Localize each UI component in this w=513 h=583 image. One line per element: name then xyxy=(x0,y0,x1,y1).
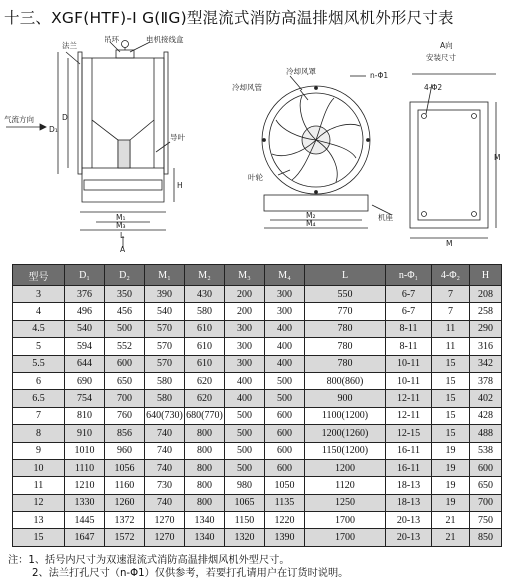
table-row xyxy=(13,355,502,372)
header-cell: 型号 xyxy=(13,265,65,286)
table-cell: 1220 xyxy=(265,512,305,529)
table-cell: 500 xyxy=(225,425,265,442)
table-cell: 15 xyxy=(432,372,470,389)
table-cell: 390 xyxy=(145,286,185,303)
header-cell: n-Φ₁ xyxy=(386,265,432,286)
base-label: 机座 xyxy=(378,213,393,222)
table-cell: 500 xyxy=(225,407,265,424)
table-row xyxy=(13,286,502,303)
table-cell: 400 xyxy=(225,372,265,389)
table-cell: 1445 xyxy=(65,512,105,529)
table-cell: 456 xyxy=(105,303,145,320)
table-cell: 620 xyxy=(185,372,225,389)
table-cell: 1160 xyxy=(105,477,145,494)
table-cell: 1390 xyxy=(265,529,305,546)
table-cell: 754 xyxy=(65,390,105,407)
header-cell: 4-Φ₂ xyxy=(432,265,470,286)
a-view xyxy=(410,74,496,238)
table-cell: 402 xyxy=(470,390,502,407)
table-cell: 1700 xyxy=(305,529,386,546)
table-cell: 1320 xyxy=(225,529,265,546)
table-cell: 208 xyxy=(470,286,502,303)
header-cell: D₂ xyxy=(105,265,145,286)
table-cell: 1572 xyxy=(105,529,145,546)
table-cell: 1200 xyxy=(305,459,386,476)
header-cell: M₄ xyxy=(265,265,305,286)
table-cell: 1056 xyxy=(105,459,145,476)
table-cell: 20-13 xyxy=(386,529,432,546)
table-cell: 1260 xyxy=(105,494,145,511)
table-cell: 400 xyxy=(225,390,265,407)
table-cell: 496 xyxy=(65,303,105,320)
table-cell: 1340 xyxy=(185,512,225,529)
page-title: 十三、XGF(HTF)-Ⅰ G(ⅡG)型混流式消防高温排烟风机外形尺寸表 xyxy=(4,9,454,27)
table-cell: 500 xyxy=(225,442,265,459)
table-cell: 6 xyxy=(13,372,65,389)
table-cell: 740 xyxy=(145,442,185,459)
table-cell: 21 xyxy=(432,529,470,546)
table-cell: 600 xyxy=(265,407,305,424)
table-cell: 594 xyxy=(65,338,105,355)
a-arrow-label: A xyxy=(120,245,126,254)
install-label: 安装尺寸 xyxy=(426,53,456,62)
table-cell: 7 xyxy=(432,303,470,320)
airflow-label: 气流方向 xyxy=(4,115,34,124)
table-row xyxy=(13,459,502,476)
table-cell: 856 xyxy=(105,425,145,442)
table-cell: 600 xyxy=(470,459,502,476)
d1-label: D₁ xyxy=(49,125,58,134)
table-cell: 18-13 xyxy=(386,477,432,494)
table-cell: 1270 xyxy=(145,529,185,546)
table-cell: 850 xyxy=(470,529,502,546)
m-vertical-label: M xyxy=(494,153,501,162)
table-cell: 3 xyxy=(13,286,65,303)
table-cell: 600 xyxy=(105,355,145,372)
table-cell: 1647 xyxy=(65,529,105,546)
table-row xyxy=(13,477,502,494)
table-cell: 19 xyxy=(432,494,470,511)
table-header-row xyxy=(13,265,502,286)
table-cell: 740 xyxy=(145,459,185,476)
table-cell: 300 xyxy=(265,286,305,303)
table-cell: 8 xyxy=(13,425,65,442)
side-view xyxy=(6,41,174,249)
table-cell: 16-11 xyxy=(386,459,432,476)
m-horizontal-label: M xyxy=(446,239,453,248)
table-cell: 500 xyxy=(225,459,265,476)
table-cell: 12-15 xyxy=(386,425,432,442)
table-cell: 800 xyxy=(185,494,225,511)
table-cell: 1050 xyxy=(265,477,305,494)
table-cell: 570 xyxy=(145,338,185,355)
table-cell: 376 xyxy=(65,286,105,303)
table-cell: 15 xyxy=(432,355,470,372)
front-base xyxy=(264,195,368,211)
table-cell: 16-11 xyxy=(386,442,432,459)
table-cell: 540 xyxy=(65,320,105,337)
table-cell: 12 xyxy=(13,494,65,511)
table-cell: 10-11 xyxy=(386,355,432,372)
table-cell: 980 xyxy=(225,477,265,494)
table-cell: 20-13 xyxy=(386,512,432,529)
table-cell: 10 xyxy=(13,459,65,476)
table-cell: 780 xyxy=(305,338,386,355)
table-cell: 15 xyxy=(432,407,470,424)
table-row xyxy=(13,390,502,407)
table-cell: 4.5 xyxy=(13,320,65,337)
table-cell: 342 xyxy=(470,355,502,372)
fan-outline-drawing xyxy=(0,30,513,256)
front-view xyxy=(262,76,392,228)
4-phi2-label: 4-Φ2 xyxy=(424,83,443,92)
m2-label: M₂ xyxy=(306,211,316,220)
l-label: L xyxy=(120,231,125,240)
table-cell: 5.5 xyxy=(13,355,65,372)
header-cell: D₁ xyxy=(65,265,105,286)
table-cell: 12-11 xyxy=(386,407,432,424)
table-cell: 650 xyxy=(105,372,145,389)
m3-label: M₃ xyxy=(116,221,126,230)
table-cell: 610 xyxy=(185,320,225,337)
table-cell: 430 xyxy=(185,286,225,303)
table-cell: 680(770) xyxy=(185,407,225,424)
table-row xyxy=(13,303,502,320)
table-cell: 690 xyxy=(65,372,105,389)
dimension-table xyxy=(12,264,502,547)
table-cell: 580 xyxy=(145,390,185,407)
table-cell: 780 xyxy=(305,320,386,337)
table-cell: 610 xyxy=(185,338,225,355)
table-cell: 400 xyxy=(265,320,305,337)
cooling-cover-label: 冷却风罩 xyxy=(286,67,316,76)
table-cell: 15 xyxy=(432,390,470,407)
table-cell: 400 xyxy=(265,355,305,372)
table-cell: 4 xyxy=(13,303,65,320)
table-cell: 19 xyxy=(432,459,470,476)
table-cell: 8-11 xyxy=(386,320,432,337)
table-cell: 600 xyxy=(265,459,305,476)
motor-box-label: 电机接线盒 xyxy=(146,35,184,44)
table-cell: 300 xyxy=(265,303,305,320)
table-row xyxy=(13,425,502,442)
table-cell: 1700 xyxy=(305,512,386,529)
table-cell: 538 xyxy=(470,442,502,459)
table-cell: 620 xyxy=(185,390,225,407)
table-cell: 13 xyxy=(13,512,65,529)
table-row xyxy=(13,320,502,337)
table-cell: 488 xyxy=(470,425,502,442)
table-cell: 600 xyxy=(265,425,305,442)
table-row xyxy=(13,372,502,389)
table-cell: 18-13 xyxy=(386,494,432,511)
impeller-label: 叶轮 xyxy=(248,173,263,182)
table-cell: 10-11 xyxy=(386,372,432,389)
table-cell: 800 xyxy=(185,442,225,459)
table-cell: 1065 xyxy=(225,494,265,511)
table-cell: 300 xyxy=(225,338,265,355)
table-cell: 5 xyxy=(13,338,65,355)
table-cell: 800(860) xyxy=(305,372,386,389)
table-cell: 1010 xyxy=(65,442,105,459)
table-cell: 640(730) xyxy=(145,407,185,424)
table-cell: 1270 xyxy=(145,512,185,529)
table-cell: 700 xyxy=(470,494,502,511)
table-cell: 1340 xyxy=(185,529,225,546)
table-cell: 12-11 xyxy=(386,390,432,407)
table-cell: 19 xyxy=(432,477,470,494)
table-row xyxy=(13,407,502,424)
table-cell: 800 xyxy=(185,459,225,476)
table-cell: 300 xyxy=(225,355,265,372)
table-row xyxy=(13,442,502,459)
a-view-label: A向 xyxy=(440,41,453,50)
table-cell: 810 xyxy=(65,407,105,424)
table-cell: 1110 xyxy=(65,459,105,476)
table-cell: 1250 xyxy=(305,494,386,511)
n-phi1-label: n-Φ1 xyxy=(370,71,389,80)
header-cell: L xyxy=(305,265,386,286)
table-cell: 200 xyxy=(225,286,265,303)
d-label: D xyxy=(62,113,68,122)
table-cell: 900 xyxy=(305,390,386,407)
table-cell: 800 xyxy=(185,425,225,442)
guide-vane-label: 导叶 xyxy=(170,133,185,142)
flange-label: 法兰 xyxy=(62,41,77,50)
table-cell: 540 xyxy=(145,303,185,320)
table-cell: 19 xyxy=(432,442,470,459)
table-cell: 11 xyxy=(432,320,470,337)
table-cell: 1100(1200) xyxy=(305,407,386,424)
table-cell: 550 xyxy=(305,286,386,303)
table-cell: 500 xyxy=(105,320,145,337)
table-cell: 300 xyxy=(225,320,265,337)
table-cell: 1150(1200) xyxy=(305,442,386,459)
table-cell: 740 xyxy=(145,494,185,511)
notes xyxy=(8,554,508,580)
table-cell: 760 xyxy=(105,407,145,424)
table-cell: 800 xyxy=(185,477,225,494)
table-body xyxy=(13,286,502,547)
note-2: 2、法兰打孔尺寸（n-Φ1）仅供参考，若要打孔请用户在订货时说明。 xyxy=(32,568,349,579)
table-row xyxy=(13,338,502,355)
m4-label: M₄ xyxy=(306,219,316,228)
table-cell: 21 xyxy=(432,512,470,529)
table-cell: 7 xyxy=(432,286,470,303)
table-row xyxy=(13,529,502,546)
header-cell: M₁ xyxy=(145,265,185,286)
table-cell: 200 xyxy=(225,303,265,320)
table-cell: 15 xyxy=(432,425,470,442)
table-cell: 8-11 xyxy=(386,338,432,355)
table-row xyxy=(13,494,502,511)
table-cell: 1200(1260) xyxy=(305,425,386,442)
header-cell: H xyxy=(470,265,502,286)
table-cell: 7 xyxy=(13,407,65,424)
table-cell: 770 xyxy=(305,303,386,320)
table-cell: 1210 xyxy=(65,477,105,494)
header-cell: M₃ xyxy=(225,265,265,286)
table-cell: 1120 xyxy=(305,477,386,494)
table-cell: 15 xyxy=(13,529,65,546)
table-cell: 400 xyxy=(265,338,305,355)
table-cell: 350 xyxy=(105,286,145,303)
table-cell: 378 xyxy=(470,372,502,389)
table-cell: 1150 xyxy=(225,512,265,529)
table-cell: 1372 xyxy=(105,512,145,529)
table-cell: 650 xyxy=(470,477,502,494)
table-cell: 11 xyxy=(432,338,470,355)
table-cell: 6-7 xyxy=(386,303,432,320)
table-cell: 740 xyxy=(145,425,185,442)
table-cell: 1330 xyxy=(65,494,105,511)
table-cell: 570 xyxy=(145,355,185,372)
table-row xyxy=(13,512,502,529)
side-base-plate xyxy=(84,180,162,190)
header-cell: M₂ xyxy=(185,265,225,286)
table-cell: 910 xyxy=(65,425,105,442)
note-1: 注：1、括号内尺寸为双速混流式消防高温排烟风机外型尺寸。 xyxy=(8,555,290,566)
lifting-ring xyxy=(122,41,129,48)
table-cell: 644 xyxy=(65,355,105,372)
hook-label: 吊环 xyxy=(104,35,119,44)
table-cell: 290 xyxy=(470,320,502,337)
m1-label: M₁ xyxy=(116,213,126,222)
table-cell: 6.5 xyxy=(13,390,65,407)
table-cell: 580 xyxy=(145,372,185,389)
table-cell: 750 xyxy=(470,512,502,529)
table-cell: 1135 xyxy=(265,494,305,511)
h-label: H xyxy=(177,181,183,190)
table-cell: 730 xyxy=(145,477,185,494)
table-cell: 500 xyxy=(265,390,305,407)
table-cell: 780 xyxy=(305,355,386,372)
table-cell: 610 xyxy=(185,355,225,372)
table-cell: 570 xyxy=(145,320,185,337)
table-cell: 960 xyxy=(105,442,145,459)
table-cell: 316 xyxy=(470,338,502,355)
table-cell: 700 xyxy=(105,390,145,407)
table-cell: 6-7 xyxy=(386,286,432,303)
table-cell: 258 xyxy=(470,303,502,320)
table-cell: 428 xyxy=(470,407,502,424)
cooling-pipe-label: 冷却风管 xyxy=(232,83,262,92)
table-cell: 580 xyxy=(185,303,225,320)
table-cell: 11 xyxy=(13,477,65,494)
table-cell: 9 xyxy=(13,442,65,459)
table-cell: 600 xyxy=(265,442,305,459)
table-cell: 500 xyxy=(265,372,305,389)
table-cell: 552 xyxy=(105,338,145,355)
